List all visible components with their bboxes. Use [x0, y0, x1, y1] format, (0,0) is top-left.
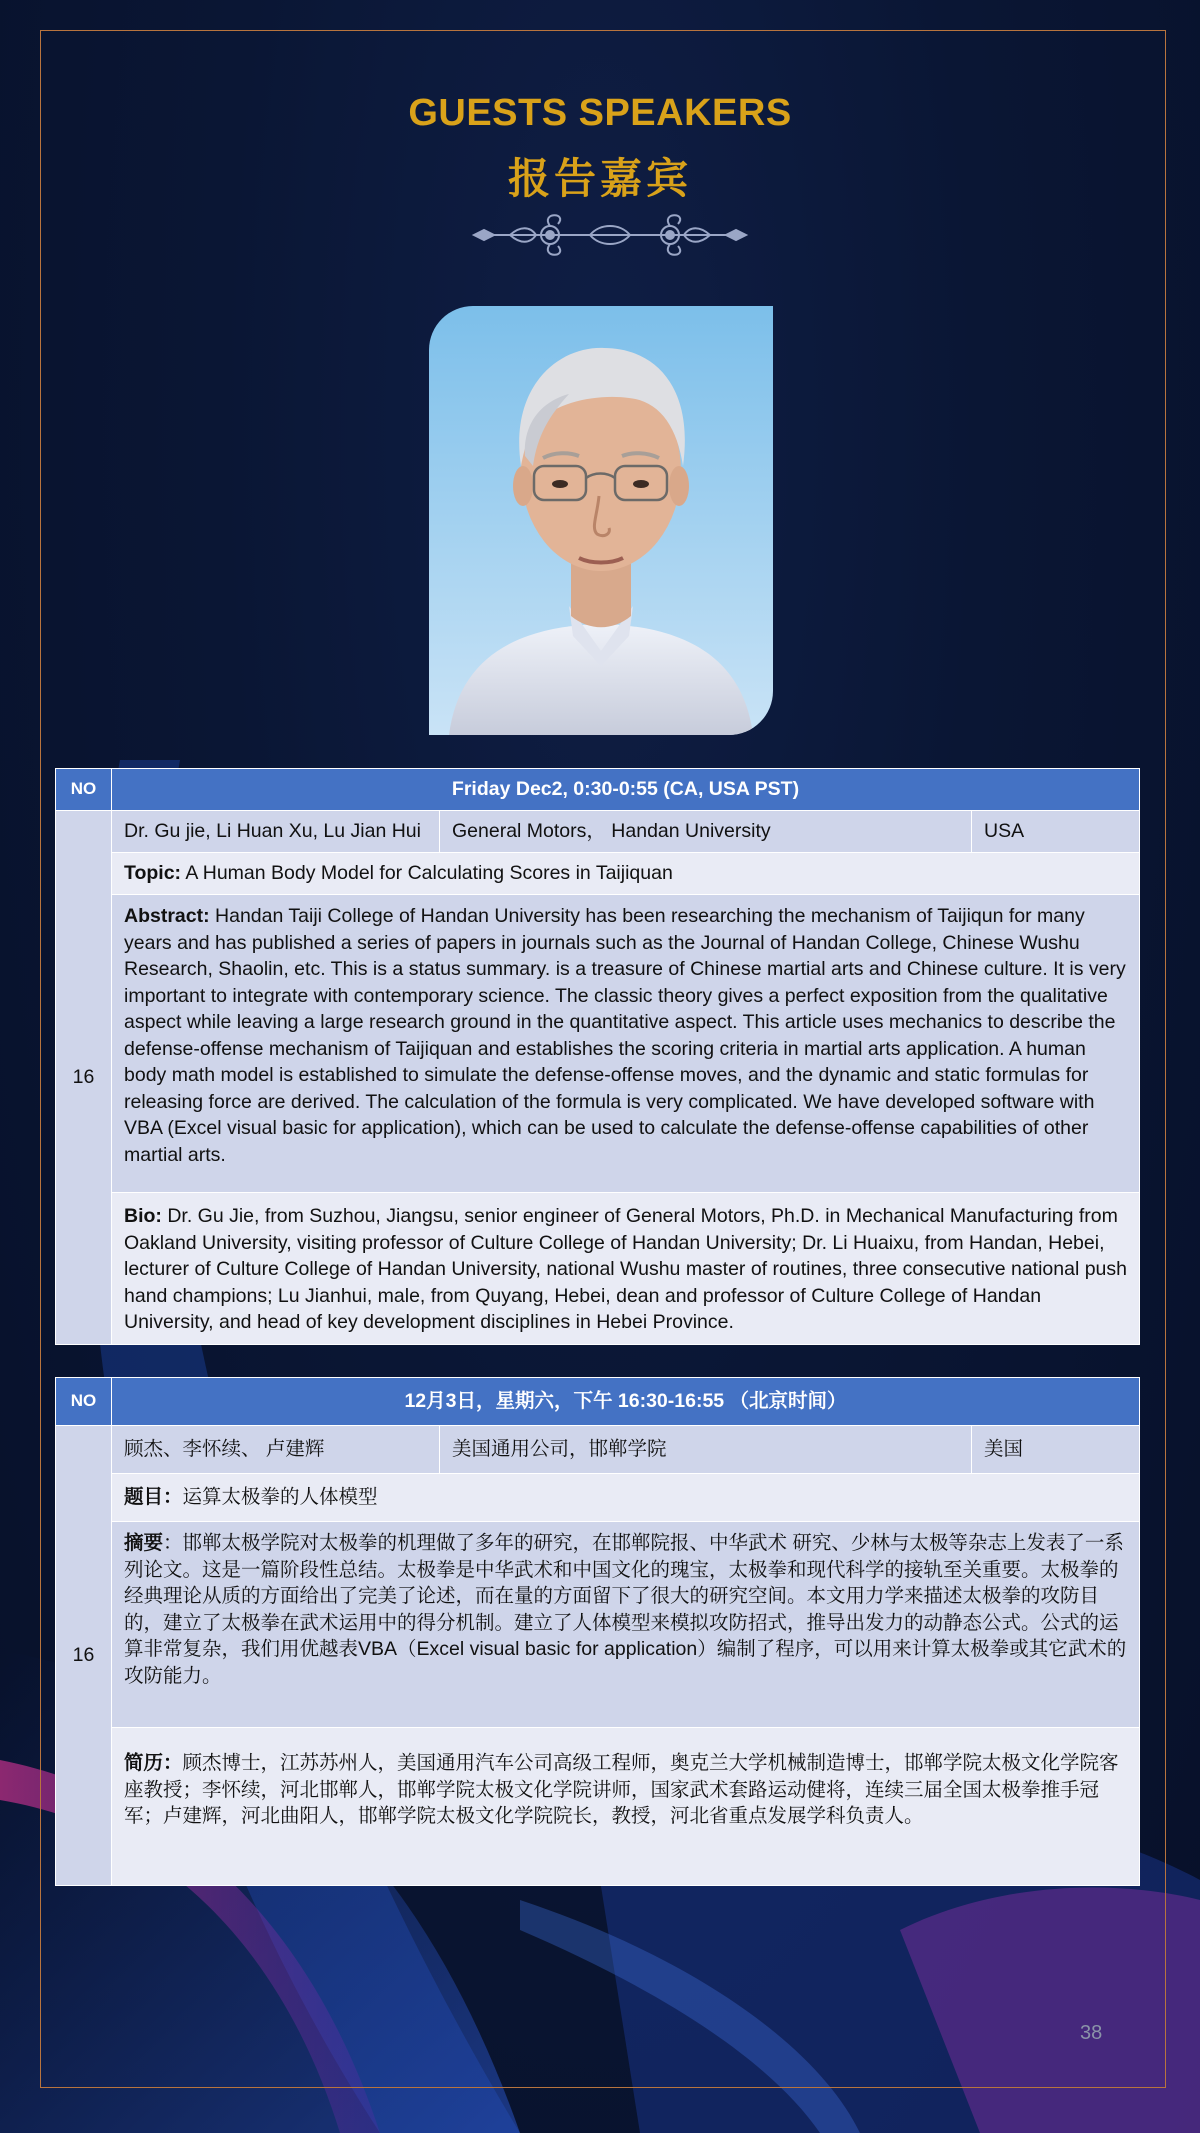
speaker-country: 美国: [972, 1426, 1140, 1474]
session-time: 12月3日，星期六，下午 16:30-16:55 （北京时间）: [112, 1378, 1140, 1426]
topic-label: 题目：: [124, 1486, 183, 1509]
session-number: 16: [56, 811, 112, 1345]
speaker-names: Dr. Gu jie, Li Huan Xu, Lu Jian Hui: [112, 811, 440, 853]
page-title-chinese: 报告嘉宾: [507, 155, 692, 202]
bio-text: 顾杰博士，江苏苏州人，美国通用汽车公司高级工程师，奥克兰大学机械制造博士，邯郸学院太极文化学院客座教授；李怀续，河北邯郸人，邯郸学院太极文化学院讲师，国家武术套路运动健将，连续三届全国太极拳推手冠军；卢建辉，河北曲阳人，邯郸学院太极文化学院院长，教授，河北省重点发展学科负责人。: [124, 1752, 1119, 1827]
speaker-affiliation: General Motors， Handan University: [440, 811, 972, 853]
bio-cell: [112, 1193, 1140, 1345]
speaker-names: 顾杰、李怀续、 卢建辉: [112, 1426, 440, 1474]
topic-cell: [112, 1474, 1140, 1522]
session-table-chinese: [55, 1377, 1140, 1886]
no-header: NO: [56, 769, 112, 811]
speaker-country: USA: [972, 811, 1140, 853]
abstract-cell: [112, 1522, 1140, 1728]
abstract-text: Handan Taiji College of Handan University has been researching the mechanism of Taijiqun for many years and has published a series of papers in journals such as the Journal of Handan College, Chinese Wushu Research, Shaolin, etc. This is a status summary. is a treasure of Chinese martial arts and Chinese culture. It is very important to integrate with contemporary science. The classic theory gives a perfect exposition from the qualitative aspect while leaving a large research ground in the quantitative aspect. This article uses mechanics to describe the defense-offense mechanism of Taijiquan and establishes the scoring criteria in martial arts application. A human body math model is established to simulate the defense-offense moves, and the dynamic and static formulas for releasing force are derived. The calculation of the formula is very complicated. We have developed software with VBA (Excel visual basic for application), which can be used to calculate the defense-offense capabilities of other martial arts.: [124, 905, 1126, 1166]
topic-label: Topic:: [124, 862, 182, 885]
speaker-affiliation: 美国通用公司，邯郸学院: [440, 1426, 972, 1474]
bio-label: 简历：: [124, 1752, 183, 1774]
abstract-label: Abstract:: [124, 905, 210, 927]
page-title-english: GUESTS SPEAKERS: [408, 92, 792, 134]
bio-cell: [112, 1728, 1140, 1886]
session-number: 16: [56, 1426, 112, 1886]
topic-text: A Human Body Model for Calculating Scores in Taijiquan: [185, 862, 673, 885]
abstract-label: 摘要: [124, 1532, 164, 1554]
abstract-cell: [112, 895, 1140, 1193]
abstract-text: ：邯郸太极学院对太极拳的机理做了多年的研究，在邯郸院报、中华武术 研究、少林与太极等杂志上发表了一系列论文。这是一篇阶段性总结。太极拳是中华武术和中国文化的瑰宝，太极拳和现代科学的接轨至关重要。太极拳的经典理论从质的方面给出了完美了论述，而在量的方面留下了很大的研究空间。本文用力学来描述太极拳的攻防目的，建立了太极拳在武术运用中的得分机制。建立了人体模型来模拟攻防招式，推导出发力的动静态公式。公式的运算非常复杂，我们用优越表VBA（Excel visual basic for application）编制了程序，可以用来计算太极拳或其它武术的攻防能力。: [124, 1532, 1127, 1687]
speaker-photo: [429, 306, 773, 735]
bio-text: Dr. Gu Jie, from Suzhou, Jiangsu, senior engineer of General Motors, Ph.D. in Mechanical Manufacturing from Oakland University, visiting professor of Culture College of Handan University; Dr. Li Huaixu, from Handan, Hebei, lecturer of Culture College of Handan University, national Wushu master of routines, three consecutive national push hand champions; Lu Jianhui, male, from Quyang, Hebei, dean and professor of Culture College of Handan University, and head of key development disciplines in Hebei Province.: [124, 1205, 1127, 1333]
page-number: 38: [1080, 2022, 1103, 2044]
session-time: Friday Dec2, 0:30-0:55 (CA, USA PST): [112, 769, 1140, 811]
decorative-divider-icon: [470, 208, 750, 262]
topic-text: 运算太极拳的人体模型: [182, 1486, 378, 1509]
bio-label: Bio:: [124, 1205, 162, 1227]
topic-cell: [112, 853, 1140, 895]
no-header: NO: [56, 1378, 112, 1426]
session-table-english: [55, 768, 1140, 1345]
